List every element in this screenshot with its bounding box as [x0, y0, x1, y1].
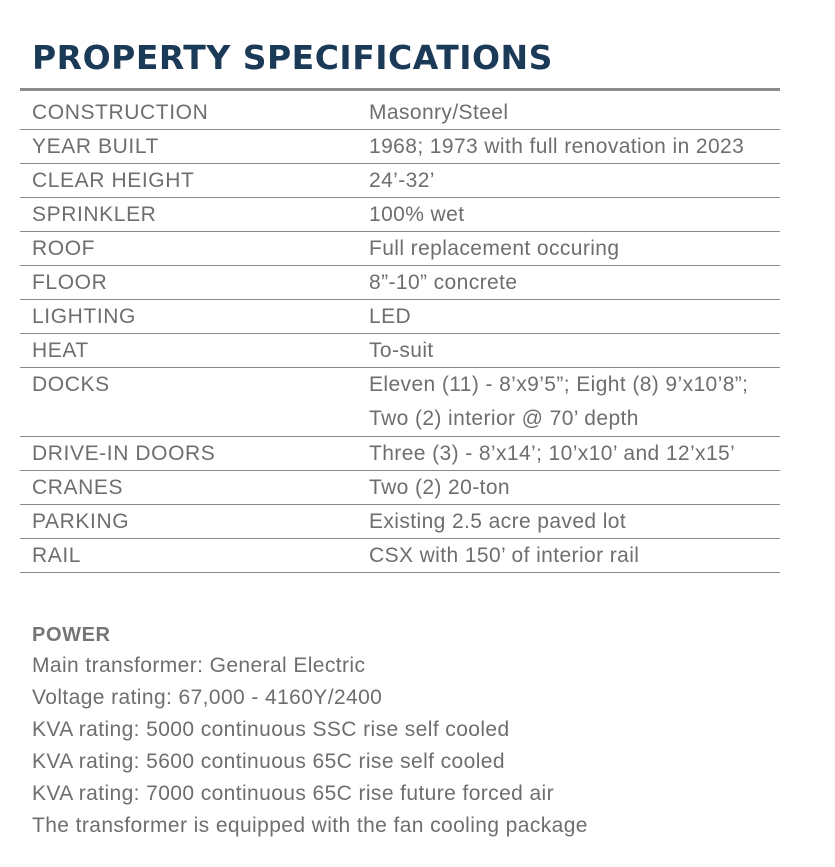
- spec-row-rail: [20, 539, 780, 573]
- spec-value: Existing 2.5 acre paved lot: [369, 510, 627, 533]
- page-title: PROPERTY SPECIFICATIONS: [32, 38, 553, 77]
- spec-label: PARKING: [32, 510, 130, 533]
- spec-value: Two (2) 20-ton: [369, 476, 510, 499]
- spec-table: [20, 96, 780, 573]
- spec-row-year-built: [20, 130, 780, 164]
- spec-row-heat: [20, 334, 780, 368]
- spec-value: CSX with 150’ of interior rail: [369, 544, 640, 567]
- spec-row-sprinkler: [20, 198, 780, 232]
- spec-value: Three (3) - 8’x14’; 10’x10’ and 12’x15’: [369, 442, 736, 465]
- spec-row-lighting: [20, 300, 780, 334]
- spec-value: 100% wet: [369, 203, 465, 226]
- power-section: [32, 620, 588, 842]
- spec-row-docks: [20, 368, 780, 437]
- spec-value: 1968; 1973 with full renovation in 2023: [369, 135, 745, 158]
- spec-value: Eleven (11) - 8’x9’5”; Eight (8) 9’x10’8”;: [369, 373, 749, 396]
- spec-row-clear-height: [20, 164, 780, 198]
- spec-label: HEAT: [32, 339, 89, 362]
- spec-label: LIGHTING: [32, 305, 136, 328]
- title-divider: [20, 88, 780, 91]
- spec-label: CLEAR HEIGHT: [32, 169, 195, 192]
- power-line: Main transformer: General Electric: [32, 654, 366, 677]
- power-line: The transformer is equipped with the fan cooling package: [32, 814, 588, 837]
- spec-row-construction: [20, 96, 780, 130]
- spec-label: SPRINKLER: [32, 203, 157, 226]
- spec-label: CONSTRUCTION: [32, 101, 209, 124]
- spec-label: RAIL: [32, 544, 82, 567]
- power-heading: POWER: [32, 624, 111, 646]
- spec-label: CRANES: [32, 476, 124, 499]
- spec-label: DRIVE-IN DOORS: [32, 442, 216, 465]
- spec-value: To-suit: [369, 339, 434, 362]
- spec-value: Full replacement occuring: [369, 237, 620, 260]
- spec-value: LED: [369, 305, 412, 328]
- power-line: KVA rating: 7000 continuous 65C rise future forced air: [32, 782, 555, 805]
- spec-label: YEAR BUILT: [32, 135, 159, 158]
- power-line: Voltage rating: 67,000 - 4160Y/2400: [32, 686, 383, 709]
- power-line: KVA rating: 5000 continuous SSC rise self cooled: [32, 718, 510, 741]
- spec-row-drive-in-doors: [20, 437, 780, 471]
- spec-label: ROOF: [32, 237, 96, 260]
- spec-value: Masonry/Steel: [369, 101, 509, 124]
- spec-value-multiline: [369, 368, 748, 436]
- power-line: KVA rating: 5600 continuous 65C rise self cooled: [32, 750, 505, 773]
- spec-value-line2: Two (2) interior @ 70’ depth: [369, 407, 639, 430]
- spec-row-floor: [20, 266, 780, 300]
- spec-row-parking: [20, 505, 780, 539]
- spec-row-roof: [20, 232, 780, 266]
- spec-value: 8”-10” concrete: [369, 271, 518, 294]
- spec-value: 24’-32’: [369, 169, 435, 192]
- spec-row-cranes: [20, 471, 780, 505]
- spec-label: FLOOR: [32, 271, 108, 294]
- spec-label: DOCKS: [32, 373, 110, 396]
